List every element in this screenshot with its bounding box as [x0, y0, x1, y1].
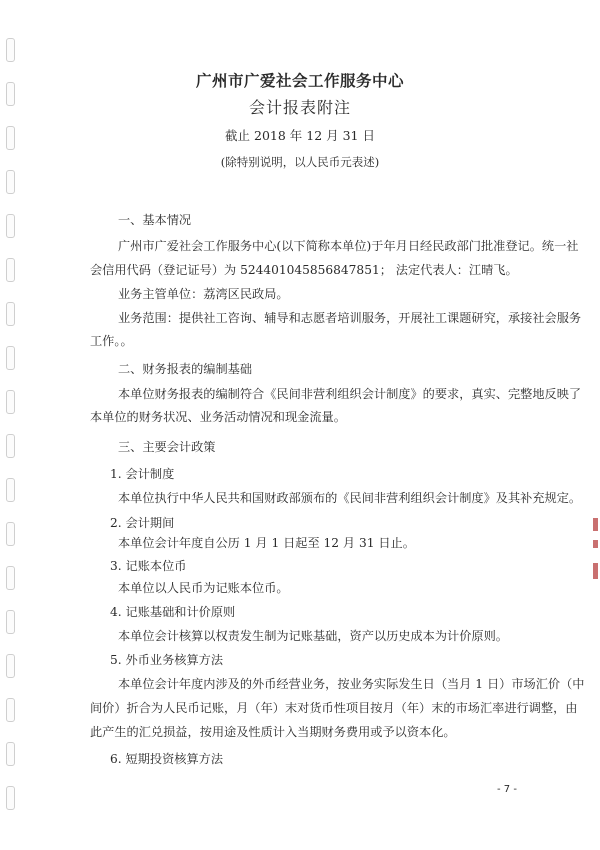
paragraph-line: 业务主管单位：荔湾区民政局。	[118, 287, 289, 301]
paragraph-line: 此产生的汇兑损益，按用途及性质计入当期财务费用或予以资本化。	[90, 725, 456, 739]
section-heading: 三、主要会计政策	[118, 440, 216, 454]
section-heading: 二、财务报表的编制基础	[118, 362, 253, 376]
paragraph-line: 本单位会计年度内涉及的外币经营业务，按业务实际发生日（当月 1 日）市场汇价（中	[118, 677, 585, 691]
currency-note: (除特别说明，以人民币元表述)	[220, 155, 380, 169]
paragraph-line: 间价）折合为人民币记账，月（年）末对货币性项目按月（年）末的市场汇率进行调整，由	[90, 701, 578, 715]
date-line: 截止 2018 年 12 月 31 日	[225, 128, 375, 143]
seal-fragment	[593, 518, 598, 531]
binding-hole	[6, 742, 15, 766]
binding-hole	[6, 654, 15, 678]
paragraph-line: 本单位会计年度自公历 1 月 1 日起至 12 月 31 日止。	[118, 536, 415, 550]
paragraph-line: 本单位会计核算以权责发生制为记账基础，资产以历史成本为计价原则。	[118, 629, 508, 643]
paragraph-line: 本单位财务报表的编制符合《民间非营利组织会计制度》的要求，真实、完整地反映了	[118, 387, 582, 401]
policy-heading: 4. 记账基础和计价原则	[110, 605, 236, 619]
binding-hole	[6, 566, 15, 590]
binding-hole	[6, 258, 15, 282]
paragraph-line: 本单位以人民币为记账本位币。	[118, 581, 289, 595]
policy-heading: 2. 会计期间	[110, 516, 175, 530]
policy-heading: 1. 会计制度	[110, 467, 175, 481]
policy-heading: 3. 记账本位币	[110, 559, 187, 573]
binding-hole	[6, 522, 15, 546]
binding-hole	[6, 786, 15, 810]
paragraph-line: 业务范围：提供社工咨询、辅导和志愿者培训服务，开展社工课题研究，承接社会服务	[118, 311, 582, 325]
binding-hole	[6, 302, 15, 326]
document-title: 会计报表附注	[248, 98, 351, 117]
paragraph-line: 会信用代码（登记证号）为 524401045856847851； 法定代表人：江晴飞。	[90, 263, 518, 277]
paragraph-line: 工作。。	[90, 334, 133, 348]
binding-hole	[6, 170, 15, 194]
binding-hole	[6, 390, 15, 414]
binding-hole	[6, 434, 15, 458]
seal-fragment	[593, 563, 598, 579]
paragraph-line: 本单位的财务状况、业务活动情况和现金流量。	[90, 410, 346, 424]
binding-hole	[6, 478, 15, 502]
organization-name: 广州市广爱社会工作服务中心	[195, 71, 404, 90]
section-heading: 一、基本情况	[118, 213, 192, 227]
binding-hole	[6, 214, 15, 238]
paragraph-line: 广州市广爱社会工作服务中心(以下简称本单位)于年月日经民政部门批准登记。统一社	[118, 239, 579, 253]
binding-hole	[6, 346, 15, 370]
binding-hole	[6, 698, 15, 722]
binding-hole	[6, 610, 15, 634]
paragraph-line: 本单位执行中华人民共和国财政部颁布的《民间非营利组织会计制度》及其补充规定。	[118, 491, 582, 505]
seal-fragment	[593, 540, 598, 548]
policy-heading: 6. 短期投资核算方法	[110, 752, 224, 766]
binding-hole	[6, 38, 15, 62]
policy-heading: 5. 外币业务核算方法	[110, 653, 224, 667]
page-number: - 7 -	[497, 784, 517, 795]
